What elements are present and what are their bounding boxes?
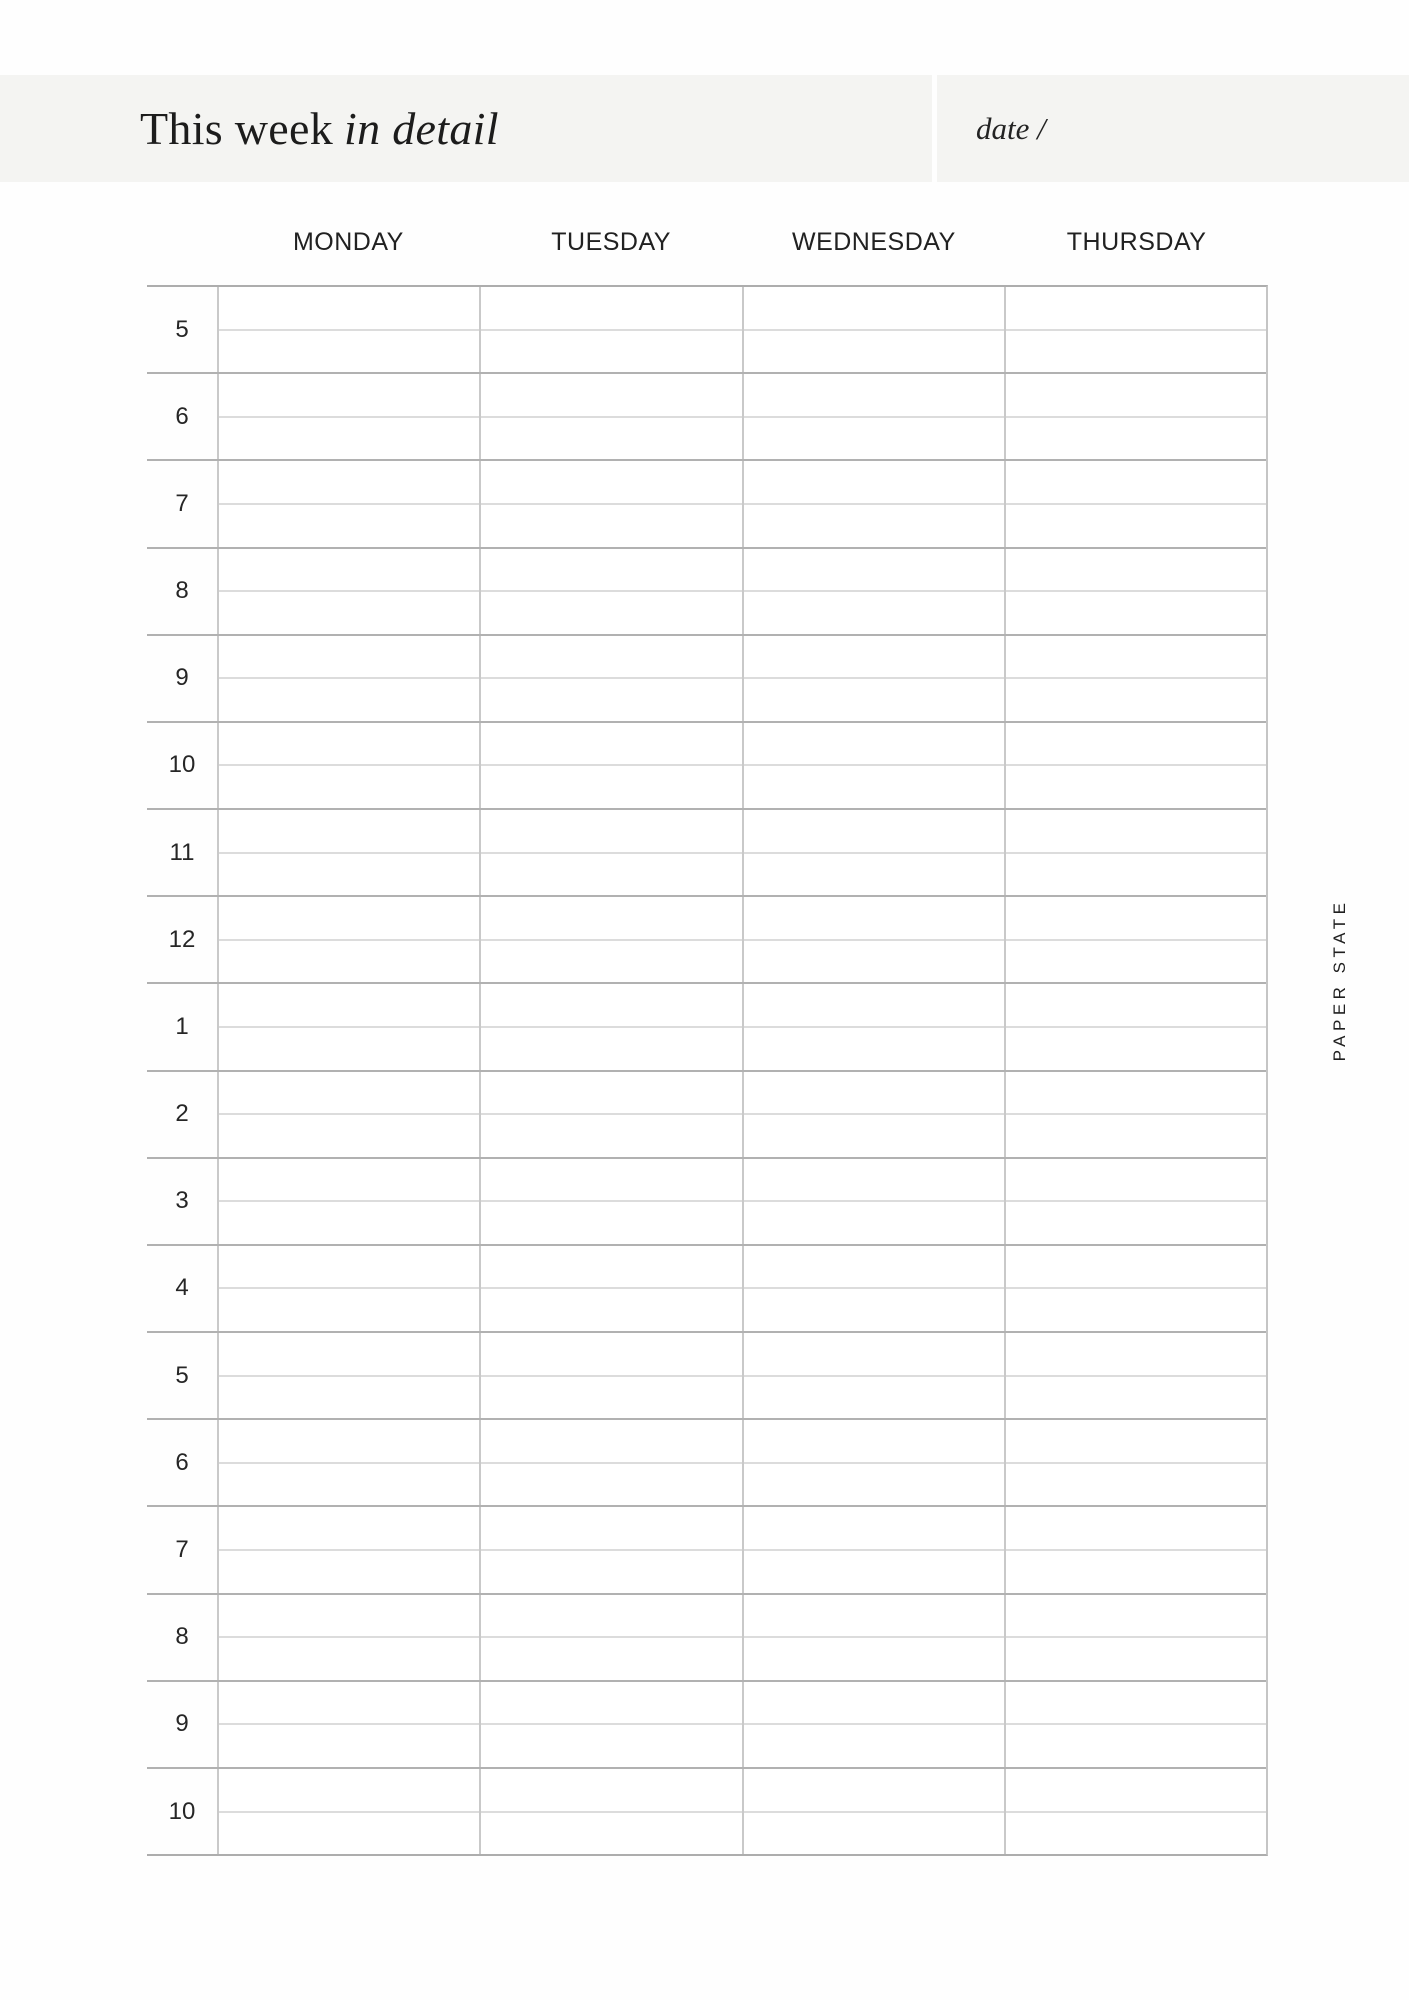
cell-thursday[interactable]: [1004, 897, 1266, 982]
cell-wednesday[interactable]: [742, 1159, 1004, 1244]
hour-label: 7: [175, 1535, 189, 1563]
cell-monday[interactable]: [217, 549, 479, 634]
hour-row: [147, 547, 1266, 634]
cell-wednesday[interactable]: [742, 984, 1004, 1069]
cell-tuesday[interactable]: [479, 810, 741, 895]
cell-monday[interactable]: [217, 897, 479, 982]
cell-wednesday[interactable]: [742, 1072, 1004, 1157]
hour-row: [147, 287, 1266, 372]
schedule-grid: [147, 285, 1268, 1856]
hour-row: [147, 372, 1266, 459]
hour-label: 8: [175, 1623, 189, 1651]
cell-thursday[interactable]: [1004, 810, 1266, 895]
cell-monday[interactable]: [217, 723, 479, 808]
hour-label: 6: [175, 402, 189, 430]
day-header-wednesday: WEDNESDAY: [791, 228, 956, 256]
hour-row: [147, 1767, 1266, 1854]
cell-monday[interactable]: [217, 374, 479, 459]
cell-thursday[interactable]: [1004, 287, 1266, 372]
cell-thursday[interactable]: [1004, 1333, 1266, 1418]
cell-monday[interactable]: [217, 461, 479, 546]
cell-tuesday[interactable]: [479, 1507, 741, 1592]
cell-thursday[interactable]: [1004, 1159, 1266, 1244]
hour-row: [147, 1331, 1266, 1418]
hour-label: 5: [175, 1361, 189, 1389]
hour-row: [147, 808, 1266, 895]
cell-wednesday[interactable]: [742, 1682, 1004, 1767]
cell-tuesday[interactable]: [479, 461, 741, 546]
cell-wednesday[interactable]: [742, 636, 1004, 721]
cell-thursday[interactable]: [1004, 1595, 1266, 1680]
cell-tuesday[interactable]: [479, 1595, 741, 1680]
hour-label: 6: [175, 1448, 189, 1476]
hour-label: 8: [175, 577, 189, 605]
hour-row: [147, 721, 1266, 808]
cell-tuesday[interactable]: [479, 1246, 741, 1331]
day-header-tuesday: TUESDAY: [551, 228, 671, 256]
hour-label: 3: [175, 1187, 189, 1215]
cell-tuesday[interactable]: [479, 1159, 741, 1244]
cell-thursday[interactable]: [1004, 374, 1266, 459]
cell-monday[interactable]: [217, 1420, 479, 1505]
cell-thursday[interactable]: [1004, 636, 1266, 721]
cell-thursday[interactable]: [1004, 723, 1266, 808]
hour-label: 9: [175, 1710, 189, 1738]
cell-monday[interactable]: [217, 1159, 479, 1244]
cell-wednesday[interactable]: [742, 1769, 1004, 1854]
hour-row: [147, 1680, 1266, 1767]
cell-tuesday[interactable]: [479, 636, 741, 721]
cell-monday[interactable]: [217, 1507, 479, 1592]
cell-monday[interactable]: [217, 636, 479, 721]
cell-wednesday[interactable]: [742, 1595, 1004, 1680]
hour-row: [147, 1593, 1266, 1680]
cell-tuesday[interactable]: [479, 1420, 741, 1505]
header-title-block: [0, 75, 932, 182]
hour-label: 2: [175, 1100, 189, 1128]
date-label: date /: [976, 111, 1046, 146]
hour-label: 12: [168, 925, 196, 953]
cell-tuesday[interactable]: [479, 287, 741, 372]
day-header-row: [217, 230, 1268, 255]
cell-monday[interactable]: [217, 1595, 479, 1680]
cell-monday[interactable]: [217, 1682, 479, 1767]
hour-label: 10: [168, 751, 196, 779]
brand-vertical-text: PAPER STATE: [1330, 898, 1349, 1062]
cell-tuesday[interactable]: [479, 1333, 741, 1418]
cell-tuesday[interactable]: [479, 897, 741, 982]
cell-tuesday[interactable]: [479, 1682, 741, 1767]
cell-thursday[interactable]: [1004, 549, 1266, 634]
hour-label: 7: [175, 489, 189, 517]
hour-row: [147, 1244, 1266, 1331]
date-input-area[interactable]: [1046, 75, 1409, 182]
hour-row: [147, 1418, 1266, 1505]
page-title: [140, 102, 499, 154]
hour-row: [147, 459, 1266, 546]
cell-wednesday[interactable]: [742, 1507, 1004, 1592]
cell-tuesday[interactable]: [479, 374, 741, 459]
cell-thursday[interactable]: [1004, 1507, 1266, 1592]
cell-monday[interactable]: [217, 287, 479, 372]
cell-tuesday[interactable]: [479, 723, 741, 808]
hour-label: 4: [175, 1274, 189, 1302]
hour-label: 9: [175, 664, 189, 692]
cell-thursday[interactable]: [1004, 1420, 1266, 1505]
cell-wednesday[interactable]: [742, 1420, 1004, 1505]
hour-row: [147, 1157, 1266, 1244]
cell-monday[interactable]: [217, 1072, 479, 1157]
cell-wednesday[interactable]: [742, 1333, 1004, 1418]
cell-tuesday[interactable]: [479, 1072, 741, 1157]
cell-wednesday[interactable]: [742, 1246, 1004, 1331]
cell-wednesday[interactable]: [742, 810, 1004, 895]
day-header-thursday: THURSDAY: [1066, 228, 1207, 256]
hour-label: 5: [175, 315, 189, 343]
hour-label: 10: [168, 1797, 196, 1825]
cell-tuesday[interactable]: [479, 1769, 741, 1854]
cell-thursday[interactable]: [1004, 1072, 1266, 1157]
cell-wednesday[interactable]: [742, 549, 1004, 634]
cell-thursday[interactable]: [1004, 1246, 1266, 1331]
cell-monday[interactable]: [217, 1769, 479, 1854]
cell-tuesday[interactable]: [479, 984, 741, 1069]
cell-wednesday[interactable]: [742, 461, 1004, 546]
hour-row: [147, 982, 1266, 1069]
cell-thursday[interactable]: [1004, 461, 1266, 546]
cell-thursday[interactable]: [1004, 1769, 1266, 1854]
cell-wednesday[interactable]: [742, 897, 1004, 982]
cell-wednesday[interactable]: [742, 723, 1004, 808]
hour-row: [147, 895, 1266, 982]
cell-monday[interactable]: [217, 984, 479, 1069]
cell-monday[interactable]: [217, 1246, 479, 1331]
hour-label: 1: [175, 1012, 189, 1040]
hour-label: 11: [169, 838, 195, 866]
cell-tuesday[interactable]: [479, 549, 741, 634]
cell-thursday[interactable]: [1004, 1682, 1266, 1767]
cell-wednesday[interactable]: [742, 374, 1004, 459]
cell-monday[interactable]: [217, 810, 479, 895]
page-title-main: This week: [140, 102, 334, 154]
cell-wednesday[interactable]: [742, 287, 1004, 372]
cell-monday[interactable]: [217, 1333, 479, 1418]
header-date-block: [937, 75, 1409, 182]
day-header-monday: MONDAY: [292, 228, 404, 256]
page-title-accent: in detail: [344, 102, 499, 154]
hour-row: [147, 634, 1266, 721]
hour-row: [147, 1070, 1266, 1157]
hour-row: [147, 1505, 1266, 1592]
page-header: [0, 75, 1409, 182]
cell-thursday[interactable]: [1004, 984, 1266, 1069]
